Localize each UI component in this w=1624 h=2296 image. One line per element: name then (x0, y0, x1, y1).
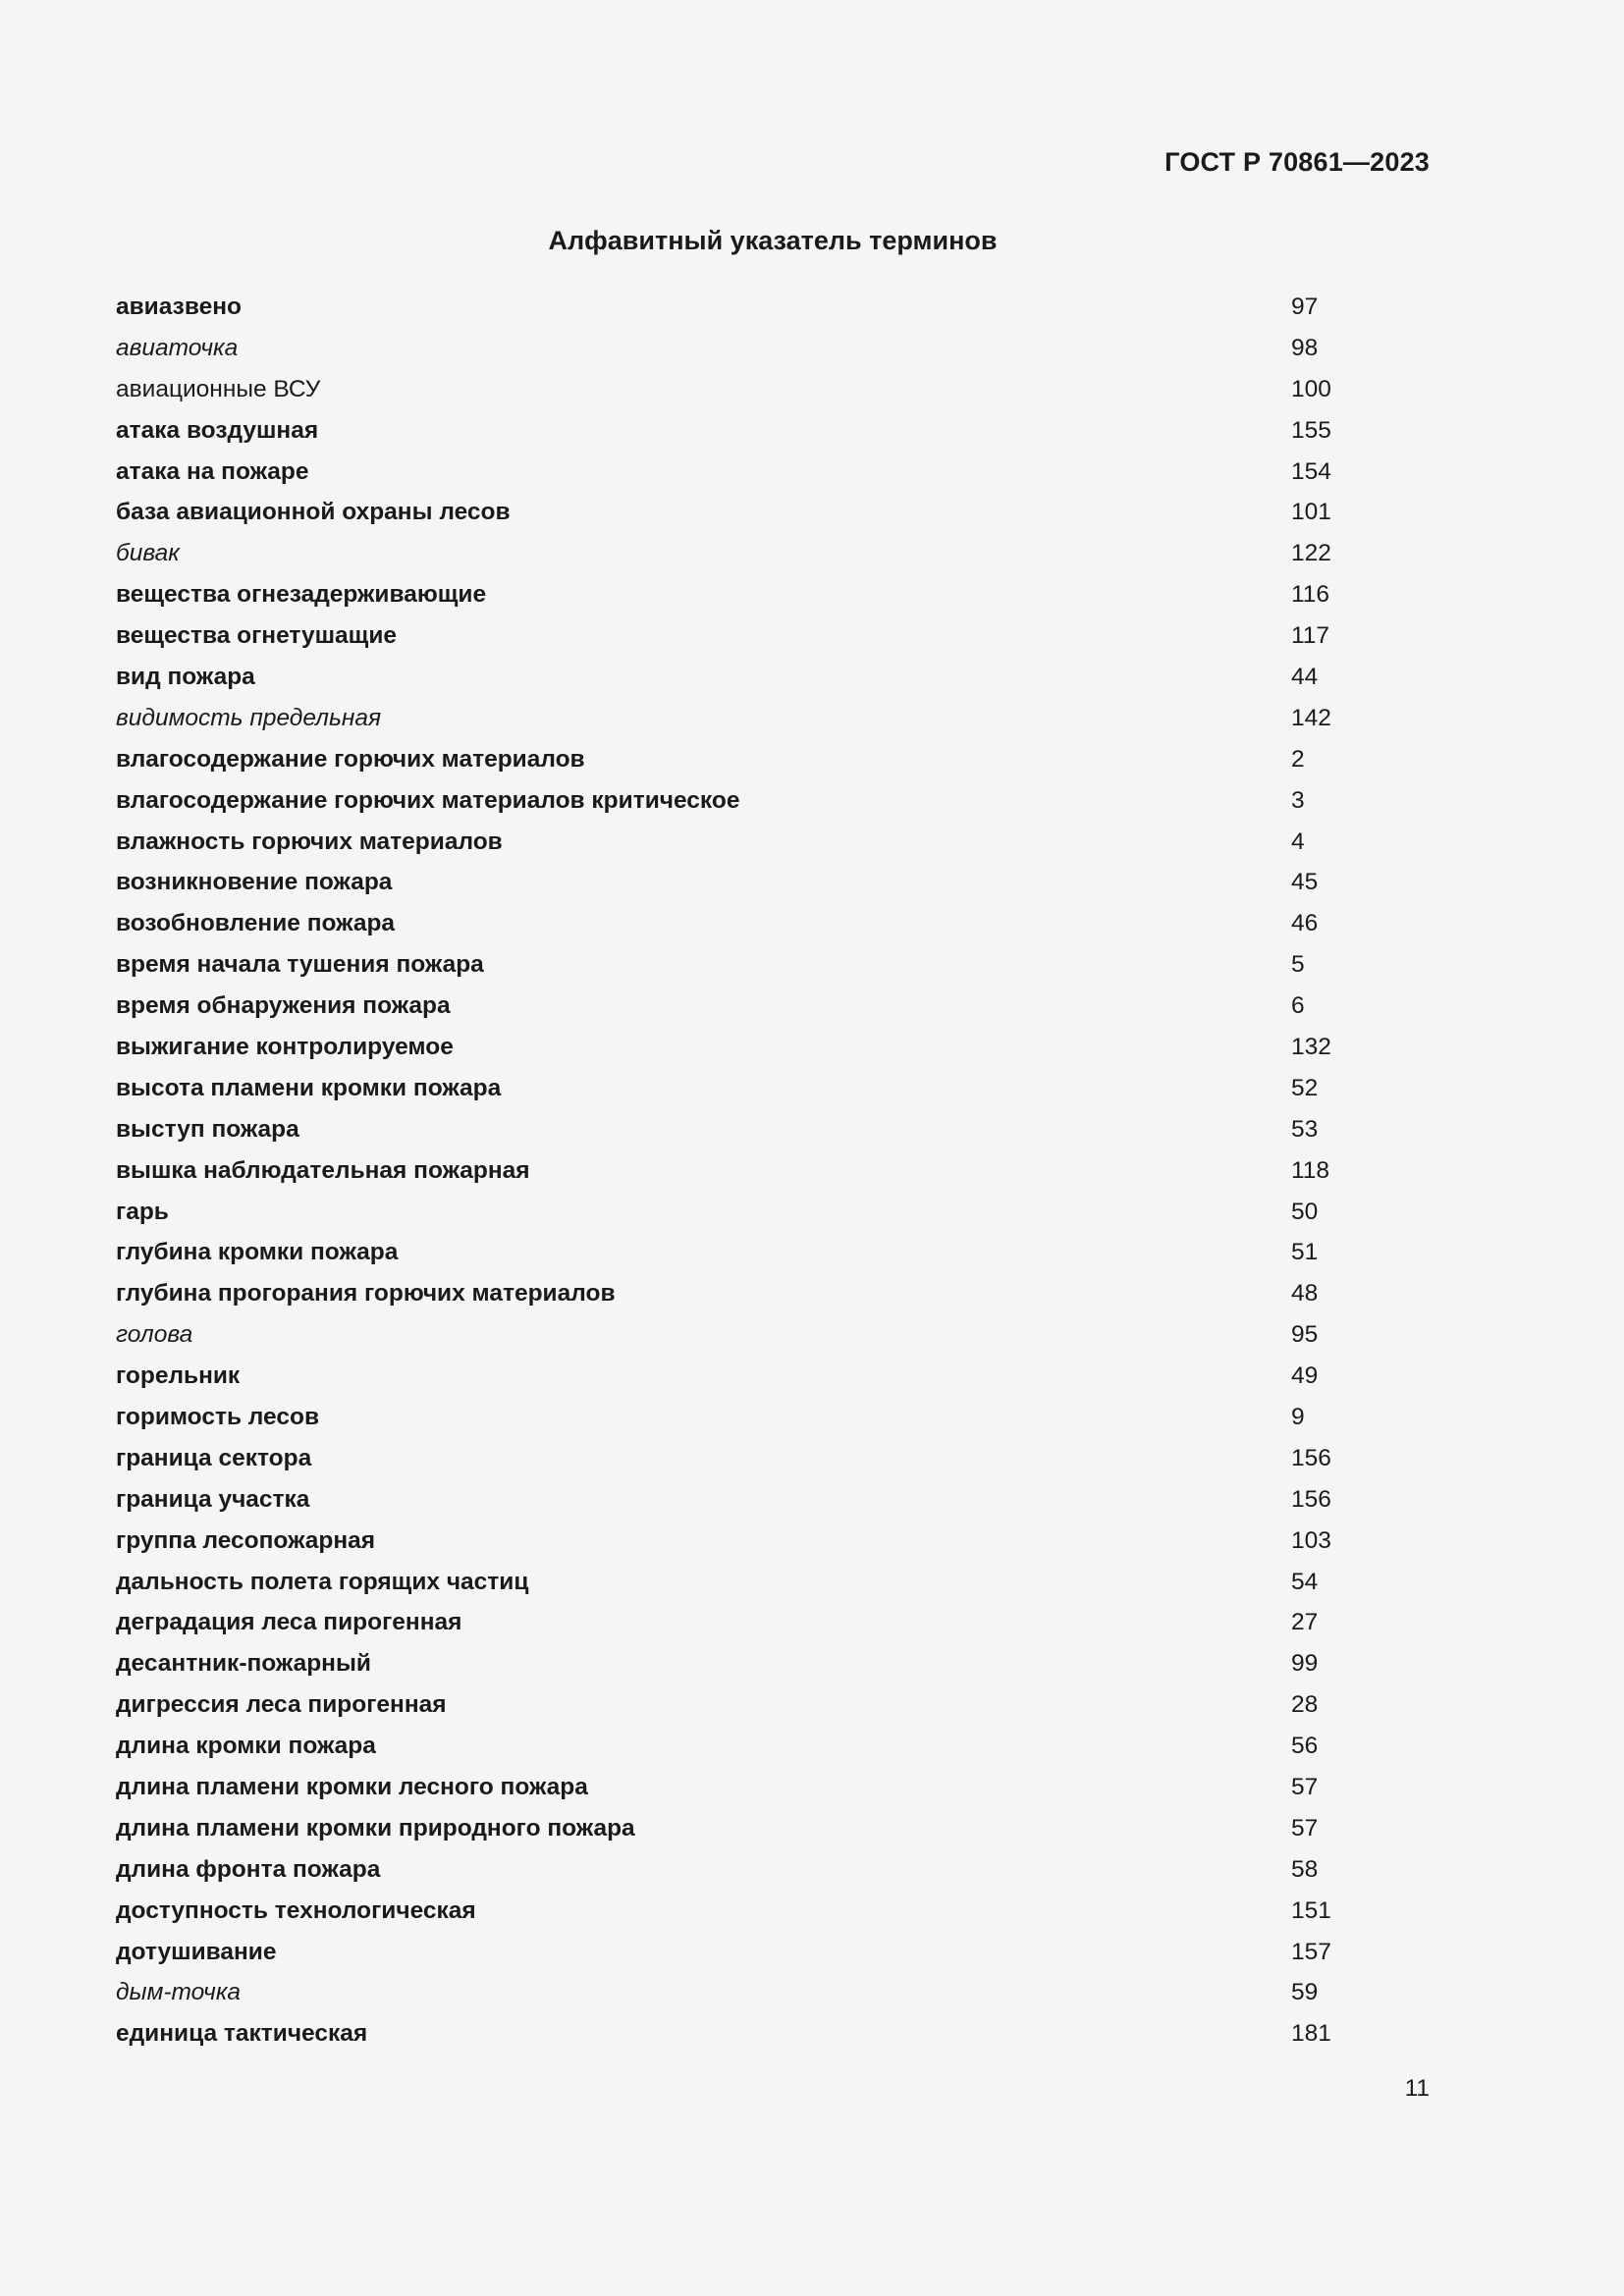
index-term-number: 48 (1291, 1280, 1319, 1308)
index-entry (116, 287, 1392, 328)
index-entry (116, 903, 1392, 944)
index-term-number: 27 (1291, 1609, 1319, 1636)
index-term: авиазвено (116, 293, 242, 320)
index-term: глубина кромки пожара (116, 1239, 399, 1266)
index-term: глубина прогорания горючих материалов (116, 1280, 616, 1308)
index-term: длина пламени кромки природного пожара (116, 1814, 635, 1842)
index-term-number: 28 (1291, 1691, 1319, 1719)
index-entry (116, 1356, 1392, 1397)
index-term: деградация леса пирогенная (116, 1609, 462, 1636)
index-term-number: 97 (1291, 293, 1319, 320)
index-term-number: 118 (1291, 1156, 1330, 1184)
index-term-number: 44 (1291, 663, 1319, 690)
index-term-number: 95 (1291, 1321, 1319, 1349)
index-term: дигрессия леса пирогенная (116, 1691, 447, 1719)
index-term: высота пламени кромки пожара (116, 1074, 502, 1101)
index-entry (116, 1232, 1392, 1273)
index-term-number: 51 (1291, 1239, 1319, 1266)
index-entry (116, 1891, 1392, 1932)
index-term: дальность полета горящих частиц (116, 1568, 529, 1595)
index-term: авиационные ВСУ (116, 375, 321, 402)
index-entry (116, 1684, 1392, 1726)
index-entry (116, 1109, 1392, 1150)
index-term: единица тактическая (116, 2020, 368, 2048)
index-entry (116, 574, 1392, 615)
index-entry (116, 1150, 1392, 1192)
index-term: влагосодержание горючих материалов критическое (116, 786, 740, 814)
index-term: дым-точка (116, 1979, 242, 2006)
index-term-number: 59 (1291, 1979, 1319, 2006)
index-term: длина фронта пожара (116, 1855, 381, 1883)
index-term-number: 3 (1291, 786, 1305, 814)
index-term: граница участка (116, 1485, 310, 1513)
index-entry (116, 986, 1392, 1027)
index-entry (116, 1314, 1392, 1356)
index-entry (116, 328, 1392, 369)
index-entry (116, 492, 1392, 533)
index-entry (116, 1808, 1392, 1849)
index-term-number: 58 (1291, 1855, 1319, 1883)
index-entry (116, 1027, 1392, 1068)
index-term-number: 122 (1291, 540, 1331, 567)
index-term: дотушивание (116, 1938, 277, 1965)
index-term-number: 100 (1291, 375, 1331, 402)
index-entry (116, 1438, 1392, 1479)
index-term-number: 132 (1291, 1033, 1331, 1060)
index-entry (116, 410, 1392, 452)
index-term-number: 53 (1291, 1115, 1319, 1143)
index-term-number: 2 (1291, 745, 1305, 773)
index-term: выжигание контролируемое (116, 1033, 454, 1060)
index-entry (116, 1192, 1392, 1233)
index-term: атака на пожаре (116, 457, 309, 485)
index-term-number: 155 (1291, 416, 1331, 444)
index-entry (116, 822, 1392, 863)
index-term-number: 9 (1291, 1403, 1305, 1430)
index-term-number: 45 (1291, 869, 1319, 896)
index-term-number: 157 (1291, 1938, 1331, 1965)
index-term: бивак (116, 540, 180, 567)
index-term-number: 49 (1291, 1362, 1319, 1390)
index-entry (116, 533, 1392, 574)
index-entry (116, 1521, 1392, 1562)
index-term: группа лесопожарная (116, 1526, 376, 1554)
index-term-number: 54 (1291, 1568, 1319, 1595)
index-term-number: 142 (1291, 704, 1331, 731)
index-term-number: 103 (1291, 1526, 1331, 1554)
index-entry (116, 657, 1392, 698)
index-entry (116, 615, 1392, 657)
index-term-number: 52 (1291, 1074, 1319, 1101)
index-entry (116, 1603, 1392, 1644)
index-term: граница сектора (116, 1444, 312, 1471)
index-entry (116, 739, 1392, 780)
index-entry (116, 1643, 1392, 1684)
index-term: горимость лесов (116, 1403, 320, 1430)
index-entry (116, 944, 1392, 986)
index-entry (116, 1562, 1392, 1603)
index-term-number: 156 (1291, 1485, 1331, 1513)
index-term-number: 116 (1291, 581, 1330, 609)
index-term: выступ пожара (116, 1115, 299, 1143)
index-term-number: 101 (1291, 499, 1331, 526)
index-entry (116, 1479, 1392, 1521)
index-term-number: 156 (1291, 1444, 1331, 1471)
index-entry (116, 862, 1392, 903)
index-term-number: 5 (1291, 951, 1305, 979)
index-entry (116, 369, 1392, 410)
index-term-number: 98 (1291, 334, 1319, 361)
index-term: видимость предельная (116, 704, 382, 731)
index-term: горельник (116, 1362, 241, 1390)
index-term-number: 50 (1291, 1198, 1319, 1225)
index-term-number: 46 (1291, 910, 1319, 937)
index-title: Алфавитный указатель терминов (548, 226, 998, 255)
term-index-list (116, 287, 1392, 2055)
index-term-number: 56 (1291, 1733, 1319, 1760)
index-term: голова (116, 1321, 193, 1349)
index-term: доступность технологическая (116, 1896, 476, 1924)
index-entry (116, 1726, 1392, 1767)
index-term: влагосодержание горючих материалов (116, 745, 585, 773)
index-term: база авиационной охраны лесов (116, 499, 511, 526)
index-entry (116, 1273, 1392, 1314)
index-entry (116, 698, 1392, 739)
index-term: гарь (116, 1198, 169, 1225)
index-term: вещества огнезадерживающие (116, 581, 487, 609)
index-term: вещества огнетушащие (116, 622, 398, 650)
index-term-number: 57 (1291, 1814, 1319, 1842)
index-entry (116, 1932, 1392, 1973)
index-term-number: 4 (1291, 828, 1305, 855)
index-term: длина пламени кромки лесного пожара (116, 1774, 588, 1800)
index-term-number: 99 (1291, 1650, 1319, 1678)
index-term-number: 6 (1291, 992, 1305, 1020)
index-entry (116, 452, 1392, 493)
index-term: вид пожара (116, 663, 255, 690)
document-code: ГОСТ Р 70861—2023 (1164, 147, 1430, 177)
index-term: время начала тушения пожара (116, 951, 484, 979)
index-entry (116, 1849, 1392, 1891)
index-term-number: 117 (1291, 622, 1330, 650)
index-term: вышка наблюдательная пожарная (116, 1156, 530, 1184)
index-term: атака воздушная (116, 416, 319, 444)
index-term: возобновление пожара (116, 910, 396, 937)
index-term-number: 181 (1291, 2020, 1331, 2048)
index-term: влажность горючих материалов (116, 828, 503, 855)
index-term: возникновение пожара (116, 869, 393, 896)
page-number: 11 (1404, 2075, 1430, 2102)
index-entry (116, 780, 1392, 822)
index-term: длина кромки пожара (116, 1733, 376, 1760)
index-term-number: 57 (1291, 1774, 1319, 1800)
index-term: авиаточка (116, 334, 239, 361)
index-entry (116, 2013, 1392, 2055)
index-term-number: 154 (1291, 457, 1331, 485)
index-entry (116, 1068, 1392, 1109)
index-term: время обнаружения пожара (116, 992, 451, 1020)
index-entry (116, 1397, 1392, 1438)
index-entry (116, 1767, 1392, 1808)
index-term: десантник-пожарный (116, 1650, 371, 1678)
index-term-number: 151 (1291, 1896, 1331, 1924)
index-entry (116, 1973, 1392, 2014)
